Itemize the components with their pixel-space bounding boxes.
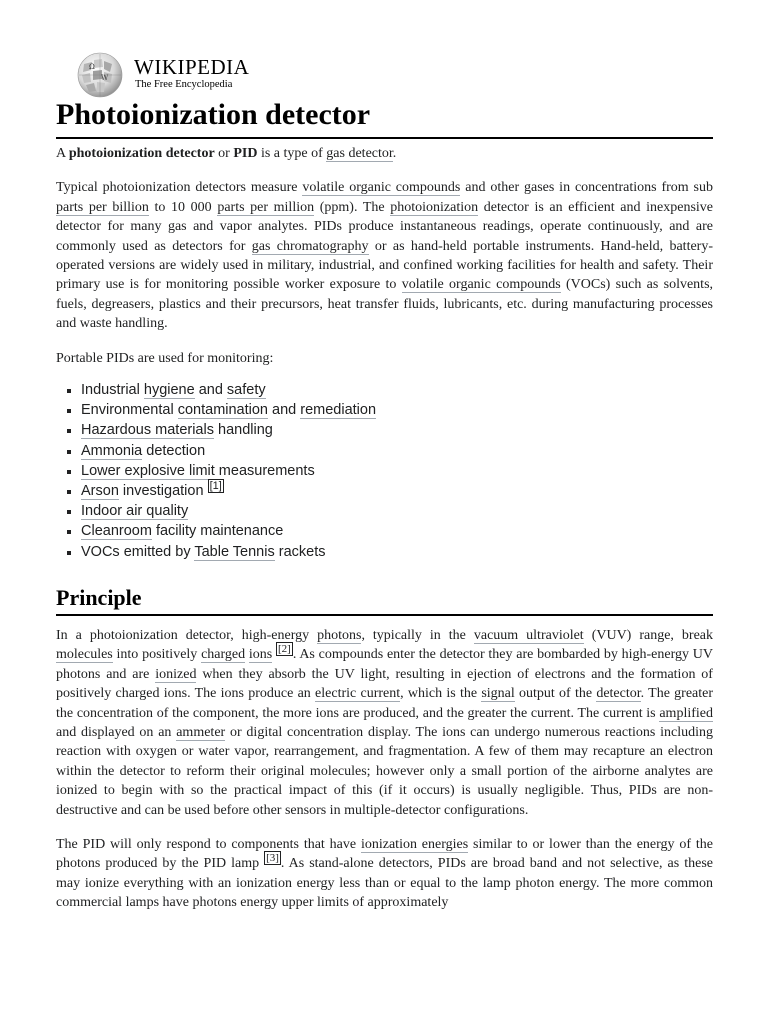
overview-paragraph: Typical photoionization detectors measure volatile organic compounds and other gases in concentrations from sub parts per billion to 10 000 parts per million (ppm). The photoionization detector is an efficient and inexpensive detector for many gas and vapor analytes. PIDs produce instantaneous readings, operate continuously, and are commonly used as detectors for gas chromatography or as hand-held portable instruments. Hand-held, battery-operated versions are widely used in military, industrial, and confined working facilities for health and safety. Their primary use is for monitoring possible worker exposure to volatile organic compounds (VOCs) such as solvents, fuels, degreasers, plastics and their precursors, heat transfer fluids, lubricants, etc. during manufacturing processes and waste handling.: [56, 180, 714, 332]
list-item: ▪ Industrial hygiene and safety: [81, 380, 713, 400]
link-vacuum-ultraviolet[interactable]: vacuum ultraviolet: [473, 627, 584, 643]
list-item: ▪ Lower explosive limit measurements: [81, 461, 713, 481]
link-ionization-energies[interactable]: ionization energies: [360, 836, 469, 852]
link-ammeter[interactable]: ammeter: [176, 724, 226, 740]
link-lower-explosive-limit[interactable]: Lower explosive limit: [81, 462, 215, 479]
link-ionized[interactable]: ionized: [155, 666, 197, 682]
link-remediation[interactable]: remediation: [300, 402, 377, 419]
citation-2[interactable]: [2]: [278, 643, 291, 656]
link-hygiene[interactable]: hygiene: [143, 382, 195, 399]
site-tagline: The Free Encyclopedia: [135, 79, 233, 90]
site-wordmark: WIKIPEDIA: [134, 55, 250, 79]
link-signal[interactable]: signal: [481, 686, 515, 702]
link-electric-current[interactable]: electric current: [315, 686, 401, 702]
section-heading-principle: Principle: [56, 583, 713, 616]
list-item: ▪ Ammonia detection: [81, 441, 713, 461]
link-indoor-air-quality[interactable]: Indoor air quality: [81, 503, 189, 520]
list-item: [81, 501, 713, 521]
link-gas-chromatography[interactable]: gas chromatography: [251, 238, 369, 254]
list-item: ▪ Cleanroom facility maintenance: [81, 521, 713, 541]
link-parts-per-billion[interactable]: parts per billion: [56, 199, 149, 215]
intro-paragraph: A photoionization detector or PID is a type of gas detector.: [56, 146, 397, 161]
link-gas-detector[interactable]: gas detector: [326, 146, 393, 161]
link-photoionization[interactable]: photoionization: [390, 199, 479, 215]
wikipedia-globe-icon: [74, 52, 126, 98]
uses-list: [56, 380, 713, 562]
list-item: ▪ Environmental contamination and remediation: [81, 400, 713, 420]
link-molecules[interactable]: molecules: [56, 647, 113, 663]
link-contamination[interactable]: contamination: [177, 402, 268, 419]
link-hazardous-materials[interactable]: Hazardous materials: [81, 422, 214, 439]
svg-text:W: W: [101, 74, 109, 82]
citation-1[interactable]: [1]: [209, 480, 222, 493]
link-amplified[interactable]: amplified: [659, 705, 713, 721]
link-ammonia[interactable]: Ammonia: [81, 442, 143, 459]
page-title: Photoionization detector: [56, 96, 713, 139]
citation-3[interactable]: [3]: [266, 852, 279, 865]
svg-text:Ω: Ω: [89, 63, 95, 71]
link-charged[interactable]: charged: [201, 647, 246, 663]
link-photons[interactable]: photons: [317, 627, 362, 643]
link-detector[interactable]: detector: [596, 686, 641, 702]
uses-intro-paragraph: Portable PIDs are used for monitoring:: [56, 350, 274, 366]
link-safety[interactable]: safety: [226, 382, 266, 399]
link-arson[interactable]: Arson: [81, 483, 119, 500]
link-cleanroom[interactable]: Cleanroom: [81, 523, 152, 540]
list-item: ▪ Hazardous materials handling: [81, 420, 713, 440]
list-item: ▪ VOCs emitted by Table Tennis rackets: [81, 542, 713, 562]
link-table-tennis[interactable]: Table Tennis: [194, 543, 275, 560]
link-volatile-organic-compounds[interactable]: volatile organic compounds: [302, 180, 461, 196]
article-body: [56, 96, 713, 928]
link-ions[interactable]: ions: [248, 647, 273, 663]
link-volatile-organic-compounds-2[interactable]: volatile organic compounds: [401, 277, 561, 293]
link-parts-per-million[interactable]: parts per million: [217, 199, 315, 215]
list-item: ▪ Arson investigation [1]: [81, 481, 713, 501]
principle-paragraph-1: In a photoionization detector, high-energy photons, typically in the vacuum ultraviolet (VUV) range, break molecules into positively charged ions [2] . As compounds enter the detector they are bombarded by high-energy UV photons and are ionized when they absorb the UV light, resulting in ejection of electrons and the formation of positively charged ions. The ions produce an electric current, which is the signal output of the detector. The greater the concentration of the component, the more ions are produced, and the greater the current. The current is amplified and displayed on an ammeter or digital concentration display. The ions can undergo numerous reactions including reaction with oxygen or water vapor, rearrangement, and fragmentation. A few of them may recapture an electron within the detector to reform their original molecules; however only a small portion of the airborne analytes are ionized to begin with so the practical impact of this (if it occurs) is usually negligible. Thus, PIDs are non-destructive and can be used before other sensors in multiple-detector configurations.: [56, 627, 714, 818]
principle-paragraph-2: The PID will only respond to components that have ionization energies similar to or lower than the energy of the photons produced by the PID lamp [3] . As stand-alone detectors, PIDs are broad band and not selective, as these may ionize everything with an ionization energy less than or equal to the lamp photon energy. The more common commercial lamps have photons energy upper limits of approximately: [56, 836, 713, 911]
